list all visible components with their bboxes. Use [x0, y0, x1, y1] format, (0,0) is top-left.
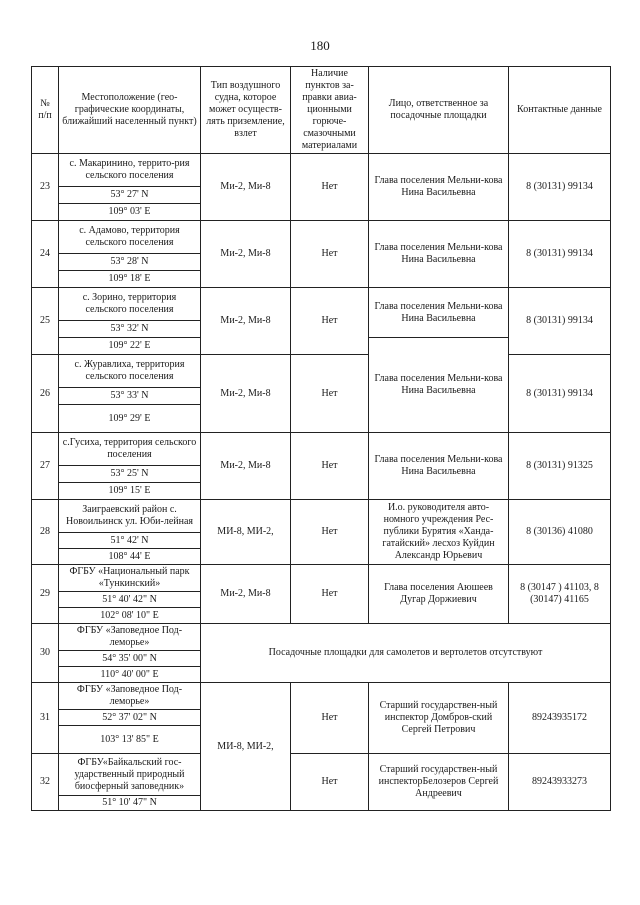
row-place: с. Журавлиха, территория сельского поселения [59, 355, 201, 388]
row-latitude: 52° 37' 02" N [59, 710, 201, 726]
row-num: 32 [32, 754, 59, 811]
row-responsible: Глава поселения Аюшеев Дугар Доржиевич [369, 565, 509, 624]
row-place: ФГБУ «Заповедное Под-леморье» [59, 624, 201, 651]
row-latitude: 54° 35' 00" N [59, 651, 201, 667]
header-responsible: Лицо, ответственное за посадочные площадки [369, 67, 509, 154]
row-responsible: Старший государствен-ный инспектор Домбров-ский Сергей Петрович [369, 683, 509, 754]
row-num: 25 [32, 288, 59, 355]
row-merged-note: Посадочные площадки для самолетов и вертолетов отсутствуют [201, 624, 611, 683]
row-contacts: 8 (30131) 99134 [509, 288, 611, 355]
row-fuel: Нет [291, 355, 369, 433]
row-aircraft: МИ-8, МИ-2, [201, 683, 291, 811]
row-latitude: 51° 42' N [59, 533, 201, 549]
table-row [32, 221, 611, 254]
row-num: 23 [32, 154, 59, 221]
row-fuel: Нет [291, 154, 369, 221]
header-num: № п/п [32, 67, 59, 154]
row-fuel: Нет [291, 565, 369, 624]
row-longitude: 109° 29' E [59, 405, 201, 433]
row-latitude: 53° 33' N [59, 388, 201, 405]
row-longitude: 102° 08' 10" E [59, 608, 201, 624]
table-row [32, 500, 611, 533]
row-contacts: 89243935172 [509, 683, 611, 754]
row-fuel: Нет [291, 683, 369, 754]
table-row [32, 624, 611, 651]
row-fuel: Нет [291, 288, 369, 355]
row-aircraft: Ми-2, Ми-8 [201, 433, 291, 500]
table-row [32, 683, 611, 710]
row-responsible: Глава поселения Мельни-кова Нина Васильевна [369, 338, 509, 433]
table-row [32, 355, 611, 388]
table-row [32, 288, 611, 321]
landing-sites-table [31, 66, 611, 811]
row-contacts: 89243933273 [509, 754, 611, 811]
row-fuel: Нет [291, 754, 369, 811]
header-aircraft: Тип воздушного судна, которое может осуществ-лять приземление, взлет [201, 67, 291, 154]
row-latitude: 51° 10' 47" N [59, 796, 201, 811]
row-aircraft: Ми-2, Ми-8 [201, 154, 291, 221]
row-longitude: 103° 13' 85" E [59, 726, 201, 754]
row-latitude: 53° 25' N [59, 466, 201, 483]
row-longitude: 110° 40' 00" E [59, 667, 201, 683]
row-num: 30 [32, 624, 59, 683]
row-contacts: 8 (30136) 41080 [509, 500, 611, 565]
row-contacts: 8 (30131) 91325 [509, 433, 611, 500]
header-location: Местоположение (гео-графические координаты, ближайший населенный пункт) [59, 67, 201, 154]
row-fuel: Нет [291, 500, 369, 565]
row-longitude: 109° 22' E [59, 338, 201, 355]
row-place: Заиграевский район с. Новоильинск ул. Юби-лейная [59, 500, 201, 533]
row-longitude: 109° 03' E [59, 204, 201, 221]
row-place: ФГБУ «Национальный парк «Тункинский» [59, 565, 201, 592]
row-contacts: 8 (30147 ) 41103, 8 (30147) 41165 [509, 565, 611, 624]
row-latitude: 51° 40' 42" N [59, 592, 201, 608]
row-responsible: Глава поселения Мельни-кова Нина Васильевна [369, 288, 509, 338]
row-latitude: 53° 28' N [59, 254, 201, 271]
row-responsible: Глава поселения Мельни-кова Нина Васильевна [369, 433, 509, 500]
row-place: с. Макаринино, террито-рия сельского поселения [59, 154, 201, 187]
row-latitude: 53° 32' N [59, 321, 201, 338]
row-contacts: 8 (30131) 99134 [509, 154, 611, 221]
row-num: 27 [32, 433, 59, 500]
table-row [32, 754, 611, 796]
row-place: ФГБУ «Заповедное Под-леморье» [59, 683, 201, 710]
table-row [32, 565, 611, 592]
row-aircraft: Ми-2, Ми-8 [201, 221, 291, 288]
row-fuel: Нет [291, 433, 369, 500]
row-latitude: 53° 27' N [59, 187, 201, 204]
row-responsible: Глава поселения Мельни-кова Нина Васильевна [369, 221, 509, 288]
row-contacts: 8 (30131) 99134 [509, 355, 611, 433]
row-place: с. Адамово, территория сельского поселения [59, 221, 201, 254]
row-responsible: И.о. руководителя авто-номного учреждения Рес-публики Бурятия «Ханда-гатайский» лесхоз Куйдин Александр Юрьевич [369, 500, 509, 565]
row-place: с. Зорино, территория сельского поселения [59, 288, 201, 321]
row-fuel: Нет [291, 221, 369, 288]
row-responsible: Глава поселения Мельни-кова Нина Васильевна [369, 154, 509, 221]
row-longitude: 108° 44' E [59, 549, 201, 565]
table-row [32, 433, 611, 466]
row-num: 26 [32, 355, 59, 433]
table-header-row [32, 67, 611, 154]
row-aircraft: Ми-2, Ми-8 [201, 288, 291, 355]
row-contacts: 8 (30131) 99134 [509, 221, 611, 288]
row-aircraft: Ми-2, Ми-8 [201, 565, 291, 624]
row-num: 29 [32, 565, 59, 624]
row-num: 31 [32, 683, 59, 754]
row-num: 24 [32, 221, 59, 288]
header-fuel: Наличие пунктов за-правки авиа-ционными горюче-смазочными материалами [291, 67, 369, 154]
table-row [32, 154, 611, 187]
row-longitude: 109° 15' E [59, 483, 201, 500]
header-contacts: Контактные данные [509, 67, 611, 154]
row-place: ФГБУ«Байкальский гос-ударственный природный биосферный заповедник» [59, 754, 201, 796]
page-number: 180 [310, 38, 330, 53]
row-num: 28 [32, 500, 59, 565]
row-aircraft: МИ-8, МИ-2, [201, 500, 291, 565]
row-longitude: 109° 18' E [59, 271, 201, 288]
row-responsible: Старший государствен-ный инспекторБелозеров Сергей Андреевич [369, 754, 509, 811]
row-place: с.Гусиха, территория сельского поселения [59, 433, 201, 466]
row-aircraft: Ми-2, Ми-8 [201, 355, 291, 433]
